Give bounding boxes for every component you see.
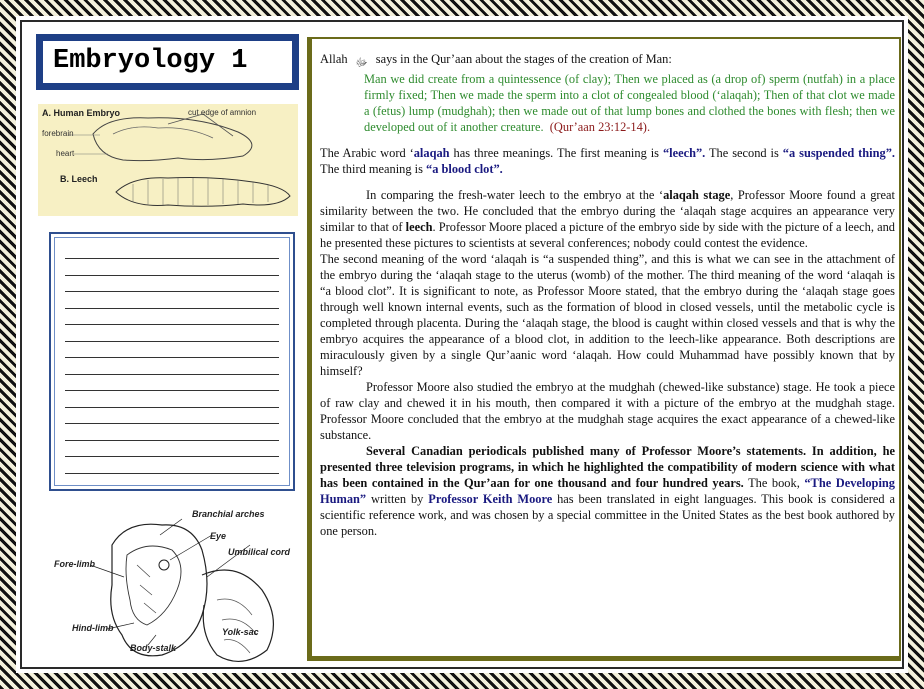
p1-a: The Arabic word ‘	[320, 146, 414, 160]
p1-alaqah: alaqah	[413, 146, 450, 160]
paragraph-comparison	[320, 187, 895, 251]
note-line	[65, 440, 279, 441]
note-line	[65, 357, 279, 358]
note-line	[65, 308, 279, 309]
embryo-leech-drawing	[38, 104, 298, 216]
p5-book-title: “The Developing Human”	[320, 476, 895, 506]
note-line	[65, 423, 279, 424]
quote-reference: (Qur’aan 23:12-14).	[549, 120, 651, 134]
embryo-leech-figure	[38, 104, 298, 216]
p1-e: The second is	[705, 146, 783, 160]
calligraphy-seal-icon: ﷻ	[355, 57, 368, 69]
intro-allah: Allah	[320, 52, 348, 66]
note-line	[65, 374, 279, 375]
paragraph-periodicals	[320, 443, 895, 539]
note-line	[65, 291, 279, 292]
p1-suspended: “a suspended thing”.	[782, 146, 896, 160]
label-umbilical: Umbilical cord	[228, 547, 291, 557]
intro-line	[320, 51, 895, 71]
embryo-sketch-drawing	[52, 505, 302, 675]
label-cut-edge: cut edge of amnion	[188, 108, 257, 117]
label-bodystalk: Body-stalk	[130, 643, 177, 653]
intro-rest: says in the Qur’aan about the stages of the creation of Man:	[375, 52, 672, 66]
p2-e: . Professor Moore placed a picture of the embryo side by side with the picture of a leech, and he presented these pictures to scientists at several conferences; nobody could contest the evidence.	[320, 220, 896, 250]
embryo-sketch-figure	[52, 505, 302, 675]
note-line	[65, 258, 279, 259]
note-line	[65, 275, 279, 276]
page-title: Embryology 1	[41, 39, 294, 85]
note-line	[65, 390, 279, 391]
note-line	[65, 473, 279, 474]
p5-b: The book,	[743, 476, 805, 490]
p5-d: written by	[366, 492, 429, 506]
p1-bloodclot: “a blood clot”.	[426, 162, 503, 176]
p5-author: Professor Keith Moore	[428, 492, 553, 506]
notes-box	[49, 232, 295, 491]
p2-c: , Professor Moore found a great similarity between the two. He concluded that the embryo during the ‘alaqah stage acquires an appearance very similar to that of	[320, 188, 895, 234]
note-line	[65, 341, 279, 342]
paragraph-meanings	[320, 145, 895, 177]
p1-c: has three meanings. The first meaning is	[449, 146, 663, 160]
quran-quote	[320, 71, 895, 135]
p5-f: has been translated in eight languages. This book is considered a scientific reference work, and was chosen by a special committee in the United States as the best book authored by one person.	[320, 492, 895, 538]
note-line	[65, 407, 279, 408]
label-eye: Eye	[210, 531, 227, 541]
note-line	[65, 324, 279, 325]
p5-bold: Several Canadian periodicals published many of Professor Moore’s statements. In addition, he presented three television programs, in which he highlighted the compatibility of modern science with what has been contained in the Qur’aan for one thousand and four hundred years.	[320, 444, 895, 490]
p2-alaqah-stage: alaqah stage	[663, 188, 731, 202]
label-heart: heart	[56, 149, 75, 158]
p1-g: The third meaning is	[320, 162, 426, 176]
paragraph-mudghah: Professor Moore also studied the embryo at the mudghah (chewed-like substance) stage. He took a piece of raw clay and chewed it in his mouth, then compared it with a picture of the embryo at the mudghah stage. Professor Moore concluded that the embryo at the mudghah stage acquires the exact appearance of a chewed-like substance.	[320, 380, 895, 442]
notes-lines	[54, 237, 290, 486]
label-branchial: Branchial arches	[192, 509, 265, 519]
article-text	[307, 37, 901, 661]
label-hindlimb: Hind-limb	[72, 623, 114, 633]
p1-leech: “leech”.	[662, 146, 706, 160]
p2-leech: leech	[405, 220, 433, 234]
label-forebrain: forebrain	[42, 129, 74, 138]
label-yolksac: Yolk-sac	[222, 627, 259, 637]
note-line	[65, 456, 279, 457]
quote-text: Man we did create from a quintessence (of clay); Then we placed as (a drop of) sperm (nutfah) in a place firmly fixed; Then we made the sperm into a clot of congealed blood (‘alaqah); Then of that clot we made a (fetus) lump (mudghah); then we made out of that lump bones and clothed the bones with flesh; then we developed out of it another creature.	[364, 72, 895, 134]
paragraph-second-meaning: The second meaning of the word ‘alaqah is “a suspended thing”, and this is what we can see in the attachment of the embryo during the ‘alaqah stage to the uterus (womb) of the mother. The third meaning of the word ‘alaqah is “a blood clot”. It is significant to note, as Professor Moore stated, that the embryo during the ‘alaqah stage goes through well known internal events, such as the formation of blood in closed vessels, until the metabolic cycle is completed through placenta. During the ‘alaqah stage, the blood is caught within closed vessels and that is why the embryo acquires the appearance of a blood clot, in addition to the leech-like appearance. Both descriptions are miraculously given by a single Qur’aanic word ‘alaqah. How could Muhammad have possibly known that by himself?	[320, 252, 895, 378]
title-box	[36, 34, 299, 90]
p2-a: In comparing the fresh-water leech to the embryo at the ‘	[366, 188, 664, 202]
label-human-embryo: A. Human Embryo	[42, 108, 121, 118]
label-forelimb: Fore-limb	[54, 559, 96, 569]
label-leech: B. Leech	[60, 174, 98, 184]
